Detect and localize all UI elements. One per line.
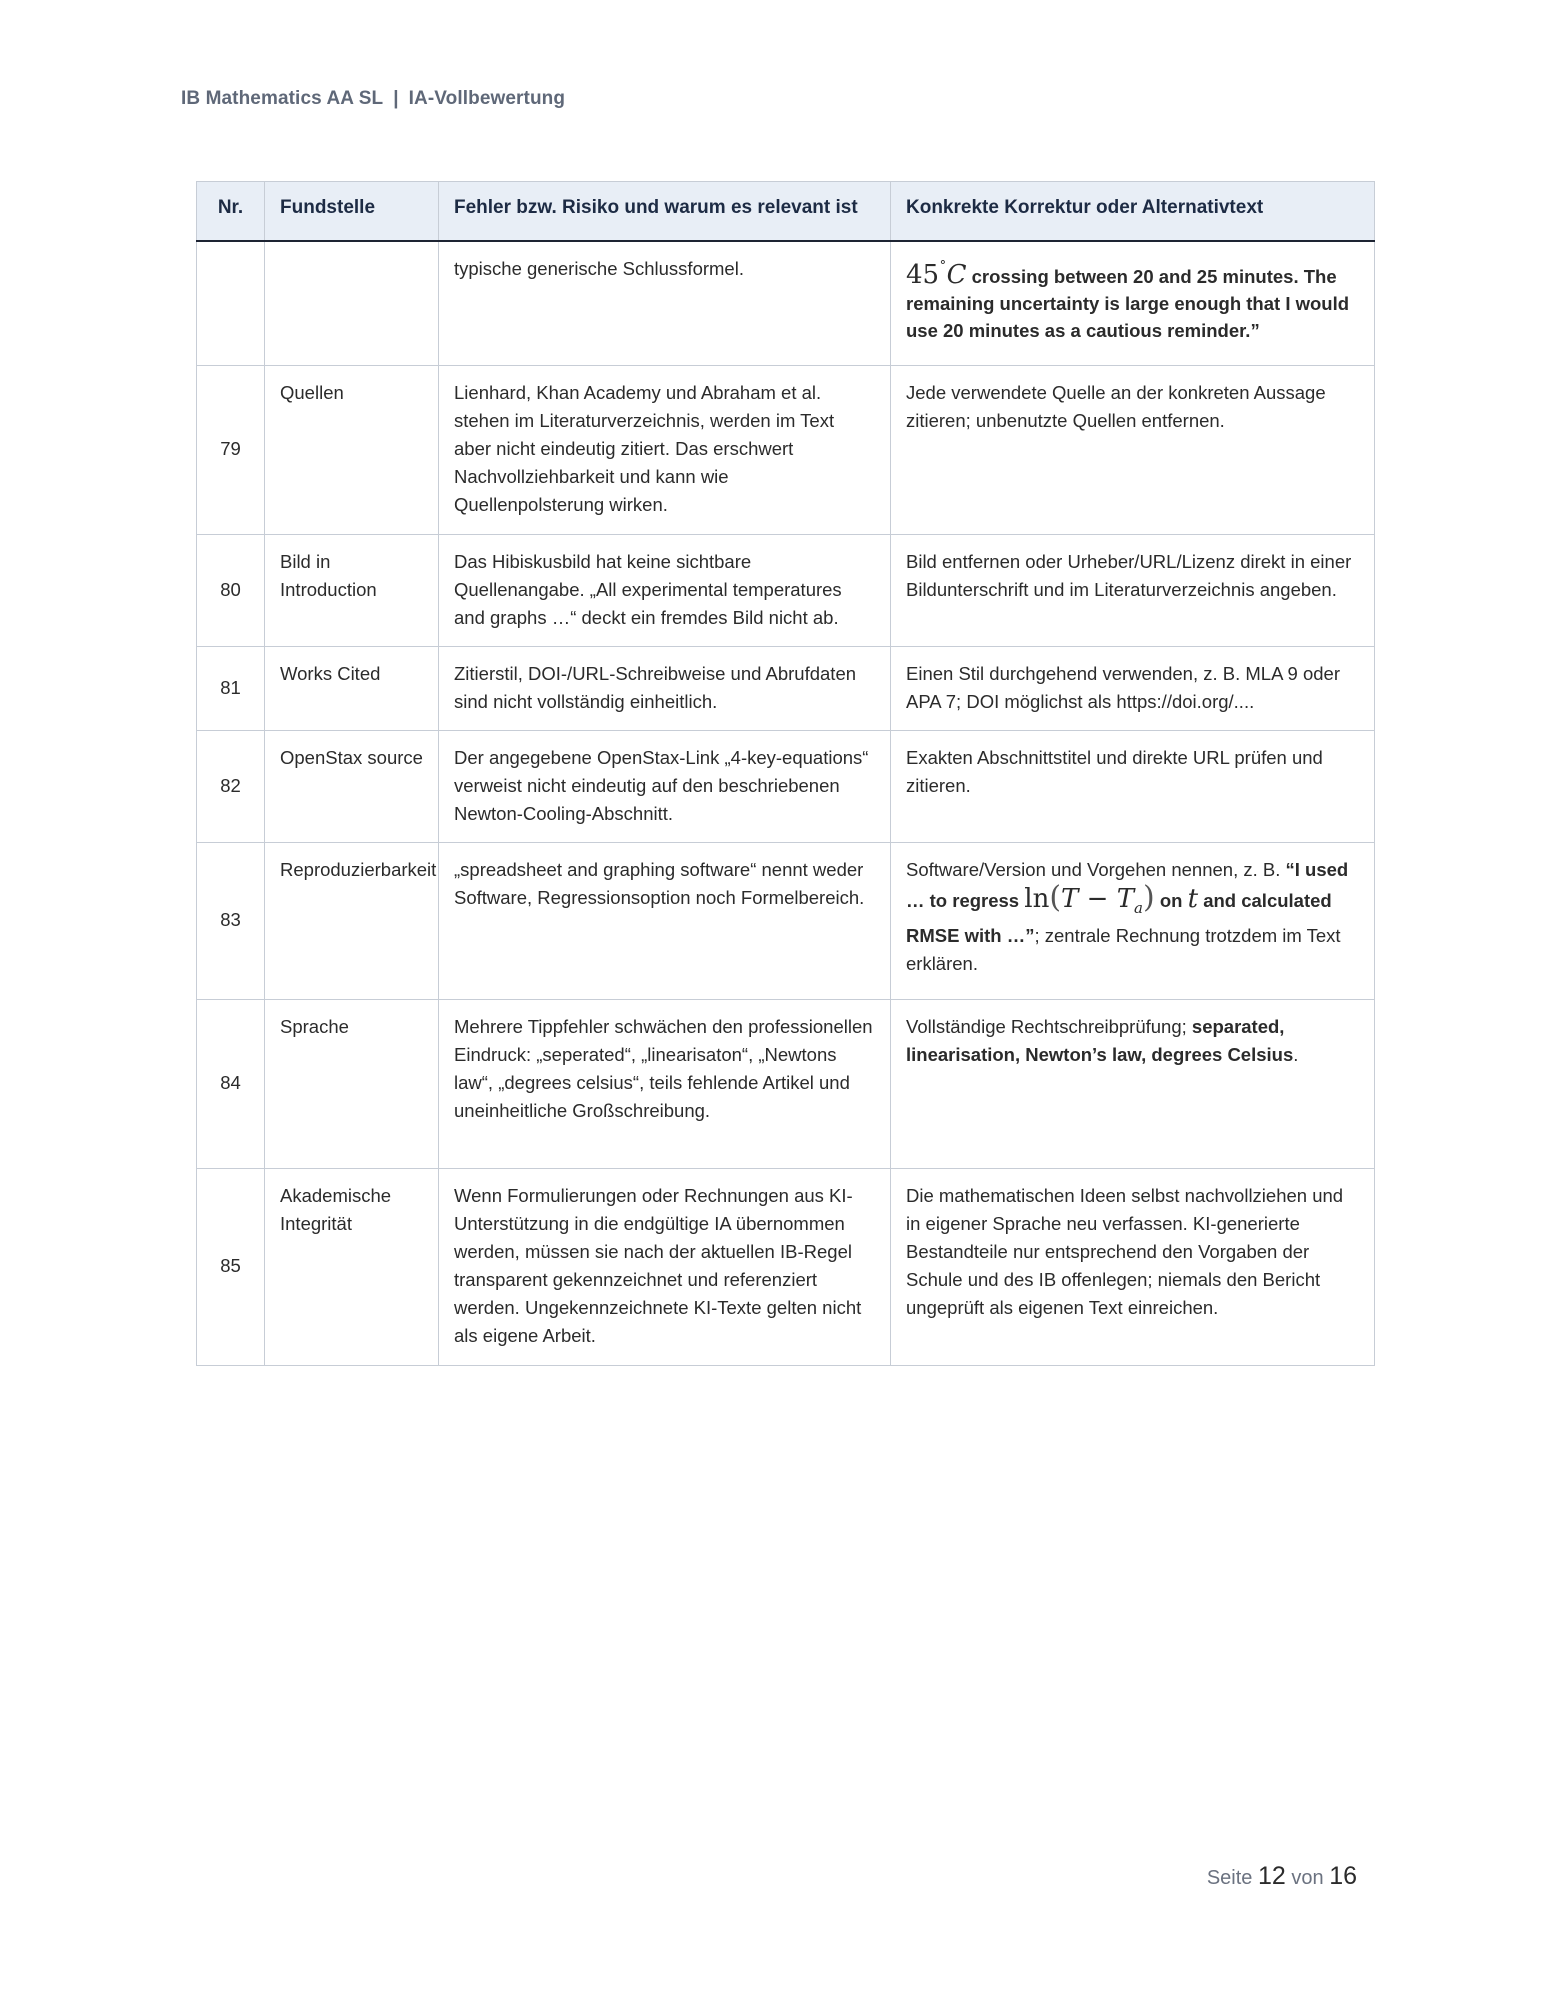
math-temperature-value: 45 xyxy=(906,260,940,290)
math-ln: ln xyxy=(1024,883,1050,914)
cell-nr: 85 xyxy=(197,1168,265,1365)
table-row xyxy=(197,1168,1375,1365)
cell-nr: 82 xyxy=(197,730,265,842)
cell-nr: 79 xyxy=(197,365,265,534)
column-header-correction: Konkrekte Korrektur oder Alternativtext xyxy=(891,182,1375,242)
correction-bold-quote: “I used … to regress xyxy=(906,858,1349,911)
cell-issue: typische generische Schlussformel. xyxy=(439,241,891,365)
page-current: 12 xyxy=(1258,1862,1286,1890)
table-row xyxy=(197,842,1375,999)
correction-bold-on: on xyxy=(1154,889,1188,911)
cell-correction: Exakten Abschnittstitel und direkte URL prüfen und zitieren. xyxy=(891,730,1375,842)
table-row xyxy=(197,730,1375,842)
cell-correction: Die mathematischen Ideen selbst nachvollziehen und in eigener Sprache neu verfassen. KI-generierte Bestandteile nur entsprechend den Vorgaben der Schule und des IB offenlegen; niemals den Bericht ungeprüft als eigenen Text einreichen. xyxy=(891,1168,1375,1365)
math-T-ambient: T xyxy=(1116,883,1135,914)
header-separator: | xyxy=(393,88,399,109)
cell-correction: Bild entfernen oder Urheber/URL/Lizenz direkt in einer Bildunterschrift und im Literaturverzeichnis angeben. xyxy=(891,534,1375,646)
cell-issue: Lienhard, Khan Academy und Abraham et al. stehen im Literaturverzeichnis, werden im Text aber nicht eindeutig zitiert. Das erschwert Nachvollziehbarkeit und kann wie Quellenpolsterung wirken. xyxy=(439,365,891,534)
cell-location xyxy=(265,241,439,365)
correction-tail: . xyxy=(1293,1043,1299,1065)
cell-issue: Das Hibiskusbild hat keine sichtbare Quellenangabe. „All experimental temperatures and graphs …“ deckt ein fremdes Bild nicht ab. xyxy=(439,534,891,646)
running-header xyxy=(181,88,565,110)
cell-issue: Mehrere Tippfehler schwächen den professionellen Eindruck: „seperated“, „linearisaton“, „Newtons law“, „degrees celsius“, teils fehlende Artikel und uneinheitliche Großschreibung. xyxy=(439,999,891,1168)
cell-location: Reproduzierbarkeit xyxy=(265,842,439,999)
correction-bold-terms: separated, linearisation, Newton’s law, degrees Celsius xyxy=(906,1015,1294,1065)
cell-location: Works Cited xyxy=(265,646,439,730)
math-subscript-a: a xyxy=(1134,898,1143,917)
table-row-continuation xyxy=(197,241,1375,365)
table-row xyxy=(197,365,1375,534)
correction-lead: Vollständige Rechtschreibprüfung; xyxy=(906,1015,1192,1037)
cell-location: Akademische Integrität xyxy=(265,1168,439,1365)
column-header-issue: Fehler bzw. Risiko und warum es relevant ist xyxy=(439,182,891,242)
correction-lead: Software/Version und Vorgehen nennen, z. B. xyxy=(906,858,1286,880)
cell-correction: Einen Stil durchgehend verwenden, z. B. MLA 9 oder APA 7; DOI möglichst als https://doi.org/.... xyxy=(891,646,1375,730)
cell-nr: 83 xyxy=(197,842,265,999)
cell-nr: 84 xyxy=(197,999,265,1168)
page-label: Seite xyxy=(1206,1867,1253,1889)
cell-issue: Der angegebene OpenStax-Link „4-key-equations“ verweist nicht eindeutig auf den beschriebenen Newton-Cooling-Abschnitt. xyxy=(439,730,891,842)
cell-location: Sprache xyxy=(265,999,439,1168)
math-degree-symbol: ˚ xyxy=(939,259,947,277)
correction-bold-rmse: and calculated RMSE with …” xyxy=(906,889,1332,946)
table-row xyxy=(197,534,1375,646)
page-total: 16 xyxy=(1329,1862,1357,1890)
page-number-footer xyxy=(1207,1862,1357,1891)
cell-location: Bild in Introduction xyxy=(265,534,439,646)
course-title: IB Mathematics AA SL xyxy=(181,88,384,109)
page-of-label: von xyxy=(1291,1867,1324,1889)
math-T: T xyxy=(1061,883,1079,914)
table-header-row xyxy=(197,182,1375,242)
math-t: t xyxy=(1187,883,1199,914)
cell-correction xyxy=(891,241,1375,365)
review-table xyxy=(196,181,1375,1366)
table-row xyxy=(197,646,1375,730)
table-row xyxy=(197,999,1375,1168)
cell-correction: Jede verwendete Quelle an der konkreten Aussage zitieren; unbenutzte Quellen entfernen. xyxy=(891,365,1375,534)
cell-correction xyxy=(891,842,1375,999)
cell-issue: „spreadsheet and graphing software“ nennt weder Software, Regressionsoption noch Formelbereich. xyxy=(439,842,891,999)
cell-issue: Wenn Formulierungen oder Rechnungen aus KI-Unterstützung in die endgültige IA übernommen werden, müssen sie nach der aktuellen IB-Regel transparent gekennzeichnet und referenziert werden. Ungekennzeichnete KI-Texte gelten nicht als eigene Arbeit. xyxy=(439,1168,891,1365)
cell-nr: 80 xyxy=(197,534,265,646)
cell-correction xyxy=(891,999,1375,1168)
math-minus: − xyxy=(1078,883,1117,914)
cell-location: OpenStax source xyxy=(265,730,439,842)
column-header-location: Fundstelle xyxy=(265,182,439,242)
cell-nr xyxy=(197,241,265,365)
cell-location: Quellen xyxy=(265,365,439,534)
math-paren-open: ( xyxy=(1049,879,1062,915)
column-header-nr: Nr. xyxy=(197,182,265,242)
cell-issue: Zitierstil, DOI-/URL-Schreibweise und Abrufdaten sind nicht vollständig einheitlich. xyxy=(439,646,891,730)
math-unit: C xyxy=(946,260,967,290)
document-title: IA-Vollbewertung xyxy=(408,88,566,109)
math-paren-close: ) xyxy=(1143,879,1155,915)
correction-text-bold: crossing between 20 and 25 minutes. The remaining uncertainty is large enough that I would use 20 minutes as a cautious reminder.” xyxy=(906,266,1350,341)
cell-nr: 81 xyxy=(197,646,265,730)
correction-tail: ; zentrale Rechnung trotzdem im Text erklären. xyxy=(906,924,1341,974)
